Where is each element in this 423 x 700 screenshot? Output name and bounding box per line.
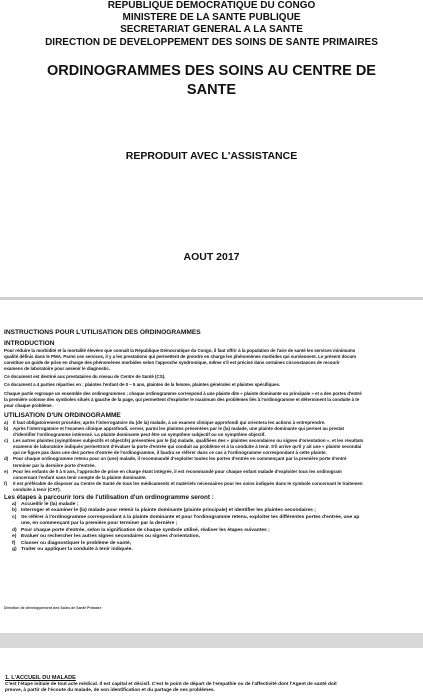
usage-text: Pour les enfants de 0 à 5 ans, l'approche de prise en charge étant intégrée, il est recommandé pour chaque enfant malade d'exploiter tous les ordinogram	[13, 468, 342, 474]
usage-letter: c)	[4, 438, 9, 444]
main-title	[0, 62, 423, 100]
usage-text: d'identifier l'ordinogramme intéressé. La plainte dominante peut être un symptôme subjectif ou un symptôme objectif.	[13, 432, 266, 438]
usage-text: conduite à tenir (CAT).	[13, 486, 61, 492]
step-letter: g)	[12, 547, 17, 553]
step-item	[4, 547, 423, 554]
step-letter: d)	[12, 527, 17, 533]
usage-list	[4, 420, 423, 493]
intro-line: Pour réduire la morbidité et la mortalité élevées que connaît la République Démocratique du Congo, il faut offrir à la population de l'aire de santé les services minimums	[4, 348, 356, 353]
steps-list	[4, 502, 423, 554]
page-separator	[0, 633, 423, 648]
accueil-page	[0, 648, 423, 700]
intro-paragraph	[4, 348, 423, 372]
intro-heading: INTRODUCTION	[4, 340, 55, 347]
step-text: Accueillir le (la) malade ;	[21, 501, 79, 507]
usage-heading: UTILISATION D'UN ORDINOGRAMME	[4, 411, 121, 419]
date: AOUT 2017	[183, 251, 240, 263]
intro-line: qualité définis dans le PMA. Parmi ces services, il y a les prestations qui permettent de prendre en charge les phénomènes morbides qui surviennent. Le présent docum	[4, 354, 357, 360]
instructions-title: INSTRUCTIONS POUR L'UTILISATION DES ORDINOGRAMMES	[4, 329, 201, 336]
step-text: Traiter ou appliquer la conduite à tenir indiquée.	[21, 547, 133, 553]
page-footer: Direction de développement des Soins de Santé Primaire	[4, 606, 102, 610]
usage-text: Il est préférable de disposer au Centre de Santé de tous les médicaments et matériels nécessaires pour les soins indiqués dans le symbole concernant le traitemen	[13, 480, 363, 486]
section-heading: 1. L'ACCUEIL DU MALADE	[5, 675, 76, 681]
regroup-line: la première colonne des symboles situés à gauche de la page, qui permettent d'exploiter le maximum des problèmes liés à l'ordinogramme et déterminent la conduite à te	[4, 396, 360, 402]
usage-text: Après l'interrogatoire et l'examen clinique approfondi, cerner, parmi les plaintes présentées par le (la) malade, une plainte dominante qui permet au prestat	[13, 425, 344, 431]
instructions-page	[0, 300, 423, 633]
header-direction: DIRECTION DE DEVELOPPEMENT DES SOINS DE SANTE PRIMAIRES	[45, 37, 378, 48]
usage-letter: e)	[4, 468, 9, 474]
cover-page	[0, 0, 423, 297]
audience-text: Ce document est destiné aux prestataires du niveau de Centre de Santé (CS).	[4, 374, 166, 380]
main-title-line-2: SANTE	[186, 82, 237, 98]
usage-text: examens de laboratoire indiqués permettront d'évaluer la porte d'entrée qui conduit au problème et à la conduite à tenir. S'il arrive qu'il y ait une « plainte secondai	[13, 444, 362, 450]
step-letter: b)	[12, 508, 17, 514]
step-text: Classer ou diagnostiquer le problème de santé,	[21, 540, 132, 546]
usage-item	[4, 487, 423, 493]
usage-letter: f)	[4, 480, 7, 486]
intro-line: constitue un guide de prise en charge des phénomènes morbides selon l'approche syndromique, même s'il est précisé dans certaines circonstances de recourir	[4, 360, 340, 366]
usage-letter: b)	[4, 425, 9, 431]
usage-letter	[4, 487, 13, 493]
step-letter: e)	[12, 534, 17, 540]
step-text: Pour chaque porte d'entrée, selon la signification de chaque symbole utilisé, réaliser les étapes suivantes ;	[21, 527, 270, 533]
step-text: une, en commençant par la première pour terminer par la dernière ;	[21, 521, 178, 527]
step-text: Evaluer ou rechercher les autres signes secondaires ou signes d'orientation,	[21, 534, 200, 540]
header-republic: REPUBLIQUE DEMOCRATIQUE DU CONGO	[107, 0, 316, 11]
usage-text: terminer par la dernière porte d'entrée.	[13, 462, 96, 468]
usage-letter: d)	[4, 456, 9, 462]
intro-line: examens de laboratoire pour asseoir le diagnostic.	[4, 366, 111, 372]
step-text: Se référer à l'ordinogramme correspondant à la plainte dominante et pour l'ordinogramme retenu, exploiter les différentes portes d'entrée, une ap	[21, 514, 360, 520]
regroup-line: Chaque partie regroupe un ensemble des ordinogrammes ; chaque ordinogramme correspond à une plainte dite « plainte dominante ou principale » et a des portes d'entré	[4, 390, 362, 396]
usage-item	[4, 481, 423, 487]
parts-text: Ce document a 4 parties réparties en : plaintes l'enfant de 0 – 5 ans, plaintes de la femme, plaintes générales et plaintes spécifiques.	[4, 382, 281, 388]
subtitle: REPRODUIT AVEC L'ASSISTANCE	[125, 150, 298, 162]
section-line: C'est l'étape initiale de tout acte médical. Il est capital et décisif. C'est le point de départ de l'empathie ou de l'affectivité dont l'Agent de santé doit	[5, 682, 337, 687]
regroup-line: pour chaque problème.	[4, 402, 53, 408]
usage-letter: a)	[4, 419, 9, 425]
step-text: Interroger et examiner le (la) malade pour retenir la plainte dominante (plainte principale) et identifier les plaintes secondaires ;	[21, 508, 316, 514]
section-line: preuve, à partir de l'écoute du malade, de son identification et du partage de ses problèmes.	[5, 688, 215, 694]
header-secretariat: SECRETARIAT GENERAL A LA SANTE	[120, 24, 303, 35]
usage-text: qui ne figure pas dans une des portes d'entrée de l'ordinogramme, il faudra se référer dans ce cas à l'ordinogramme correspondant à cette plainte.	[13, 450, 327, 456]
usage-text: Les autres plaintes (symptômes subjectifs et objectifs) présentées par le (la) malade, qualifiées des « plaintes secondaires ou signes d'orientation », et les résultats	[13, 438, 364, 444]
step-letter: a)	[12, 501, 17, 507]
usage-text: Il faut obligatoirement procéder, après l'interrogatoire du (de la) malade, à un examen clinique approfondi qui orientera les actions à entreprendre.	[13, 419, 326, 425]
usage-text: Pour chaque ordinogramme retenu pour un (une) malade, il recommandé d'exploiter toutes les portes d'entrée en commençant par la première porte d'entré	[13, 456, 347, 462]
usage-text: concernant l'enfant sans tenir compte de la plainte dominante.	[13, 474, 147, 480]
regroup-paragraph	[4, 391, 423, 409]
step-letter: c)	[12, 514, 17, 520]
step-letter: f)	[12, 540, 16, 546]
header-ministry: MINISTERE DE LA SANTE PUBLIQUE	[122, 12, 301, 23]
main-title-line-1: ORDINOGRAMMES DES SOINS AU CENTRE DE	[47, 63, 376, 79]
steps-title: Les étapes à parcourir lors de l'utilisation d'un ordinogramme seront :	[4, 493, 214, 501]
